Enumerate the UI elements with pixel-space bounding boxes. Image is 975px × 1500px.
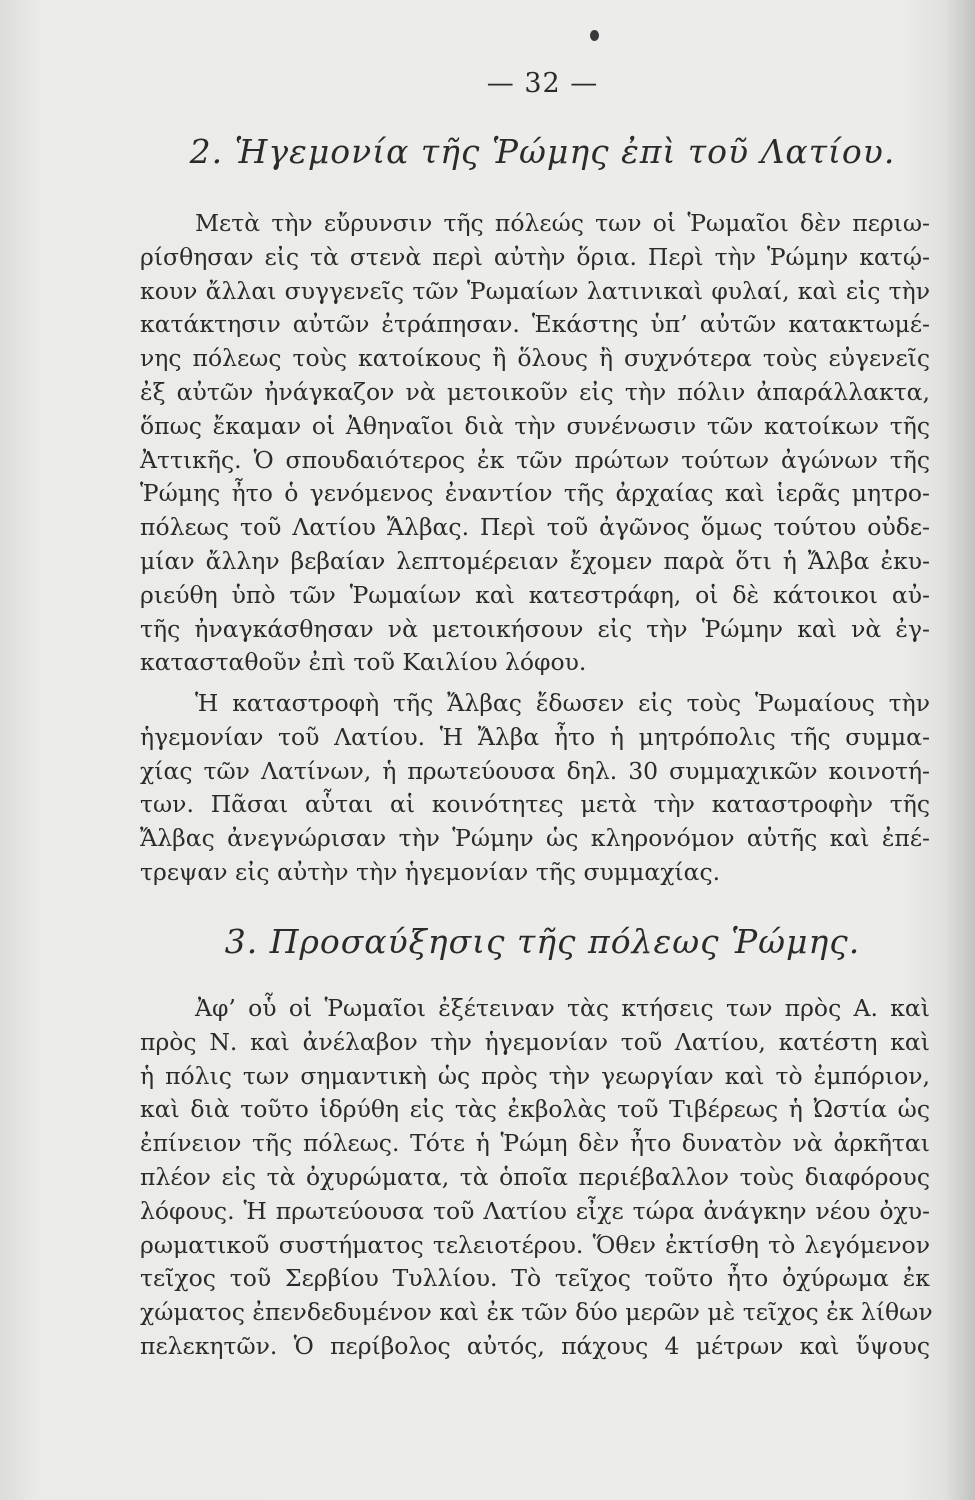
text-line: πρὸς Ν. καὶ ἀνέλαβον τὴν ἡγεμονίαν τοῦ Λατίου, κατέστη καὶ bbox=[140, 1027, 930, 1056]
text-line: μίαν ἄλλην βεβαίαν λεπτομέρειαν ἔχομεν παρὰ ὅτι ἡ Ἄλβα ἐκυ- bbox=[140, 546, 930, 575]
section-2-heading: 2. Ἡγεμονία τῆς Ῥώμης ἐπὶ τοῦ Λατίου. bbox=[189, 132, 896, 171]
text-line: Ἡ καταστροφὴ τῆς Ἄλβας ἔδωσεν εἰς τοὺς Ῥωμαίους τὴν bbox=[195, 689, 930, 717]
text-line: Μετὰ τὴν εὔρυνσιν τῆς πόλεώς των οἱ Ῥωμαῖοι δὲν περιω- bbox=[195, 209, 930, 237]
text-line: ἡ πόλις των σημαντικὴ ὡς πρὸς τὴν γεωργίαν καὶ τὸ ἐμπόριον, bbox=[140, 1061, 930, 1090]
text-line: ἐπίνειον τῆς πόλεως. Τότε ἡ Ῥώμη δὲν ἦτο δυνατὸν νὰ ἀρκῆται bbox=[140, 1129, 930, 1158]
text-line: ρίσθησαν εἰς τὰ στενὰ περὶ αὐτὴν ὅρια. Περὶ τὴν Ῥώμην κατῴ- bbox=[140, 242, 930, 271]
page-spine-shadow bbox=[945, 0, 975, 1500]
section-2-paragraph-2 bbox=[140, 687, 930, 890]
text-line: πόλεως τοῦ Λατίου Ἄλβας. Περὶ τοῦ ἀγῶνος ὅμως τούτου οὐδε- bbox=[140, 513, 930, 542]
text-line: Ῥώμης ἦτο ὁ γενόμενος ἐναντίον τῆς ἀρχαίας καὶ ἱερᾶς μητρο- bbox=[140, 479, 930, 508]
text-line: ἡγεμονίαν τοῦ Λατίου. Ἡ Ἄλβα ἦτο ἡ μητρόπολις τῆς συμμα- bbox=[140, 722, 930, 751]
text-line: χίας τῶν Λατίνων, ἡ πρωτεύουσα δηλ. 30 συμμαχικῶν κοινοτή- bbox=[140, 756, 930, 785]
text-line: κουν ἄλλαι συγγενεῖς τῶν Ῥωμαίων λατινικαὶ φυλαί, καὶ εἰς τὴν bbox=[140, 276, 930, 305]
text-line: Ἄλβας ἀνεγνώρισαν τὴν Ῥώμην ὡς κληρονόμον αὐτῆς καὶ ἐπέ- bbox=[140, 824, 930, 853]
text-line: τρεψαν εἰς αὐτὴν τὴν ἡγεμονίαν τῆς συμμαχίας. bbox=[140, 857, 721, 886]
section-3-paragraph-1 bbox=[140, 992, 933, 1364]
text-line: νης πόλεως τοὺς κατοίκους ἢ ὅλους ἢ συχνότερα τοὺς εὐγενεῖς bbox=[140, 344, 930, 373]
text-line: κατασταθοῦν ἐπὶ τοῦ Καιλίου λόφου. bbox=[140, 648, 587, 677]
text-line: χώματος ἐπενδεδυμένον καὶ ἐκ τῶν δύο μερῶν μὲ τεῖχος ἐκ λίθων bbox=[140, 1298, 933, 1327]
text-line: τεῖχος τοῦ Σερβίου Τυλλίου. Τὸ τεῖχος τοῦτο ἦτο ὀχύρωμα ἐκ bbox=[140, 1264, 930, 1293]
ink-spot bbox=[590, 30, 599, 41]
text-line: πλέον εἰς τὰ ὀχυρώματα, τὰ ὁποῖα περιέβαλλον τοὺς διαφόρους bbox=[140, 1162, 930, 1191]
text-line: των. Πᾶσαι αὗται αἱ κοινότητες μετὰ τὴν καταστροφὴν τῆς bbox=[140, 790, 930, 819]
text-line: ρωματικοῦ συστήματος τελειοτέρου. Ὅθεν ἐκτίσθη τὸ λεγόμενον bbox=[140, 1230, 930, 1259]
page-number: — 32 — bbox=[486, 68, 599, 99]
text-line: πελεκητῶν. Ὁ περίβολος αὐτός, πάχους 4 μέτρων καὶ ὕψους bbox=[140, 1331, 930, 1360]
text-line: ὅπως ἔκαμαν οἱ Ἀθηναῖοι διὰ τὴν συνένωσιν τῶν κατοίκων τῆς bbox=[140, 411, 930, 440]
text-line: ἐξ αὐτῶν ἠνάγκαζον νὰ μετοικοῦν εἰς τὴν πόλιν ἀπαράλλακτα, bbox=[140, 377, 930, 406]
text-line: τῆς ἠναγκάσθησαν νὰ μετοικήσουν εἰς τὴν Ῥώμην καὶ νὰ ἐγ- bbox=[140, 614, 930, 643]
text-line: κατάκτησιν αὐτῶν ἐτράπησαν. Ἑκάστης ὑπ’ αὐτῶν κατακτωμέ- bbox=[140, 310, 930, 339]
text-line: λόφους. Ἡ πρωτεύουσα τοῦ Λατίου εἶχε τώρα ἀνάγκην νέου ὀχυ- bbox=[140, 1196, 930, 1225]
text-line: ριεύθη ὑπὸ τῶν Ῥωμαίων καὶ κατεστράφη, οἱ δὲ κάτοικοι αὐ- bbox=[140, 580, 930, 609]
text-line: Ἀφ’ οὗ οἱ Ῥωμαῖοι ἐξέτειναν τὰς κτήσεις των πρὸς Α. καὶ bbox=[195, 994, 930, 1022]
text-line: Ἀττικῆς. Ὁ σπουδαιότερος ἐκ τῶν πρώτων τούτων ἀγώνων τῆς bbox=[140, 445, 930, 474]
section-2-paragraph-1 bbox=[140, 207, 930, 680]
text-line: καὶ διὰ τοῦτο ἱδρύθη εἰς τὰς ἐκβολὰς τοῦ Τιβέρεως ἡ Ὠστία ὡς bbox=[140, 1095, 930, 1124]
section-3-heading: 3. Προσαύξησις τῆς πόλεως Ῥώμης. bbox=[224, 922, 861, 961]
